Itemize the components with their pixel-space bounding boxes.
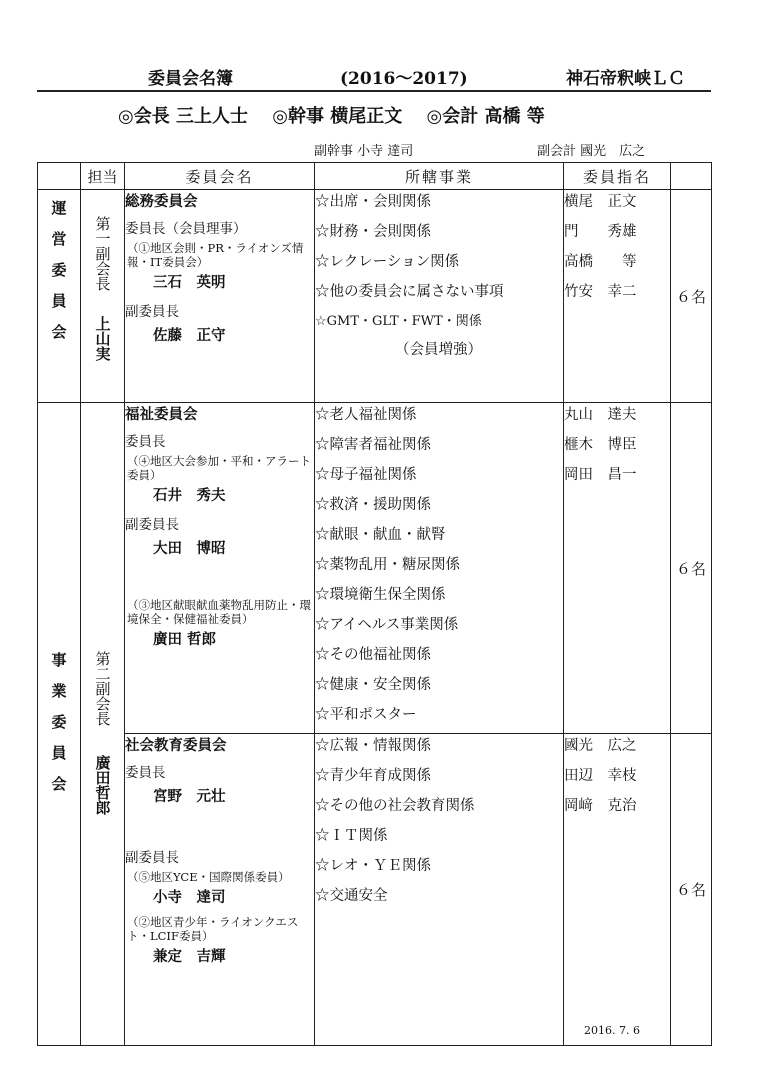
member-count: ６名 [671, 190, 712, 403]
vice-secretary: 副幹事 小寺 達司 [314, 144, 414, 159]
treasurer: ◎会計 高橋 等 [426, 106, 545, 127]
member-count: ６名 [671, 734, 712, 1046]
club-name: 神石帝釈峡ＬＣ [566, 69, 685, 89]
vice-treasurer: 副会計 國光 広之 [537, 144, 646, 159]
header-count [671, 163, 712, 190]
officers-line [118, 102, 563, 128]
header-business: 所轄事業 [315, 163, 564, 190]
table-row [38, 403, 712, 734]
business-cell: ☆出席・会則関係 ☆財務・会則関係 ☆レクレーション関係 ☆他の委員会に属さない事項 ☆GMT・GLT・FWT・関係 （会員増強） [315, 190, 564, 403]
business-cell: ☆老人福祉関係 ☆障害者福祉関係 ☆母子福祉関係 ☆救済・援助関係 ☆献眼・献血・献腎 ☆薬物乱用・糖尿関係 ☆環境衛生保全関係 ☆アイヘルス事業関係 ☆その他福祉関係 ☆健康・安全関係 ☆平和ポスター [315, 403, 564, 734]
document-title: 委員会名簿 [148, 69, 233, 89]
group-tanto: 第一副会長 上山実 [81, 190, 125, 403]
group-tanto: 第二副会長 廣田哲郎 [81, 403, 125, 1046]
table-header-row [38, 163, 712, 190]
members-cell: 丸山 達夫 榧木 博臣 岡田 昌一 [564, 403, 671, 734]
document-date: 2016. 7. 6 [584, 1024, 640, 1037]
header-members: 委員指名 [564, 163, 671, 190]
secretary: ◎幹事 横尾正文 [272, 106, 403, 127]
header-blank [38, 163, 81, 190]
table-row [38, 734, 712, 1046]
group-label: 事業委員会 [38, 403, 81, 1046]
president: ◎会長 三上人士 [118, 106, 248, 127]
group-label: 運営委員会 [38, 190, 81, 403]
business-cell: ☆広報・情報関係 ☆青少年育成関係 ☆その他の社会教育関係 ☆ＩＴ関係 ☆レオ・ＹＥ関係 ☆交通安全 [315, 734, 564, 1046]
table-row [38, 190, 712, 403]
committee-cell: 社会教育委員会 委員長 宮野 元壮 副委員長 （⑤地区YCE・国際関係委員） 小寺 達司 （②地区青少年・ライオンクエスト・LCIF委員） 兼定 吉輝 [125, 734, 315, 1046]
header-committee: 委員会名 [125, 163, 315, 190]
committee-cell: 総務委員会 委員長（会員理事） （①地区会則・PR・ライオンズ情報・IT委員会） 三石 英明 副委員長 佐藤 正守 [125, 190, 315, 403]
committee-cell: 福祉委員会 委員長 （④地区大会参加・平和・アラート委員） 石井 秀夫 副委員長 大田 博昭 （③地区献眼献血薬物乱用防止・環境保全・保健福祉委員） 廣田 哲郎 [125, 403, 315, 734]
members-cell: 國光 広之 田辺 幸枝 岡﨑 克治 2016. 7. 6 [564, 734, 671, 1046]
header-tanto: 担当 [81, 163, 125, 190]
members-cell: 横尾 正文 門 秀雄 高橋 等 竹安 幸二 [564, 190, 671, 403]
period: (2016～2017) [340, 69, 468, 89]
committee-table [37, 162, 712, 1046]
header-rule [37, 90, 711, 92]
member-count: ６名 [671, 403, 712, 734]
